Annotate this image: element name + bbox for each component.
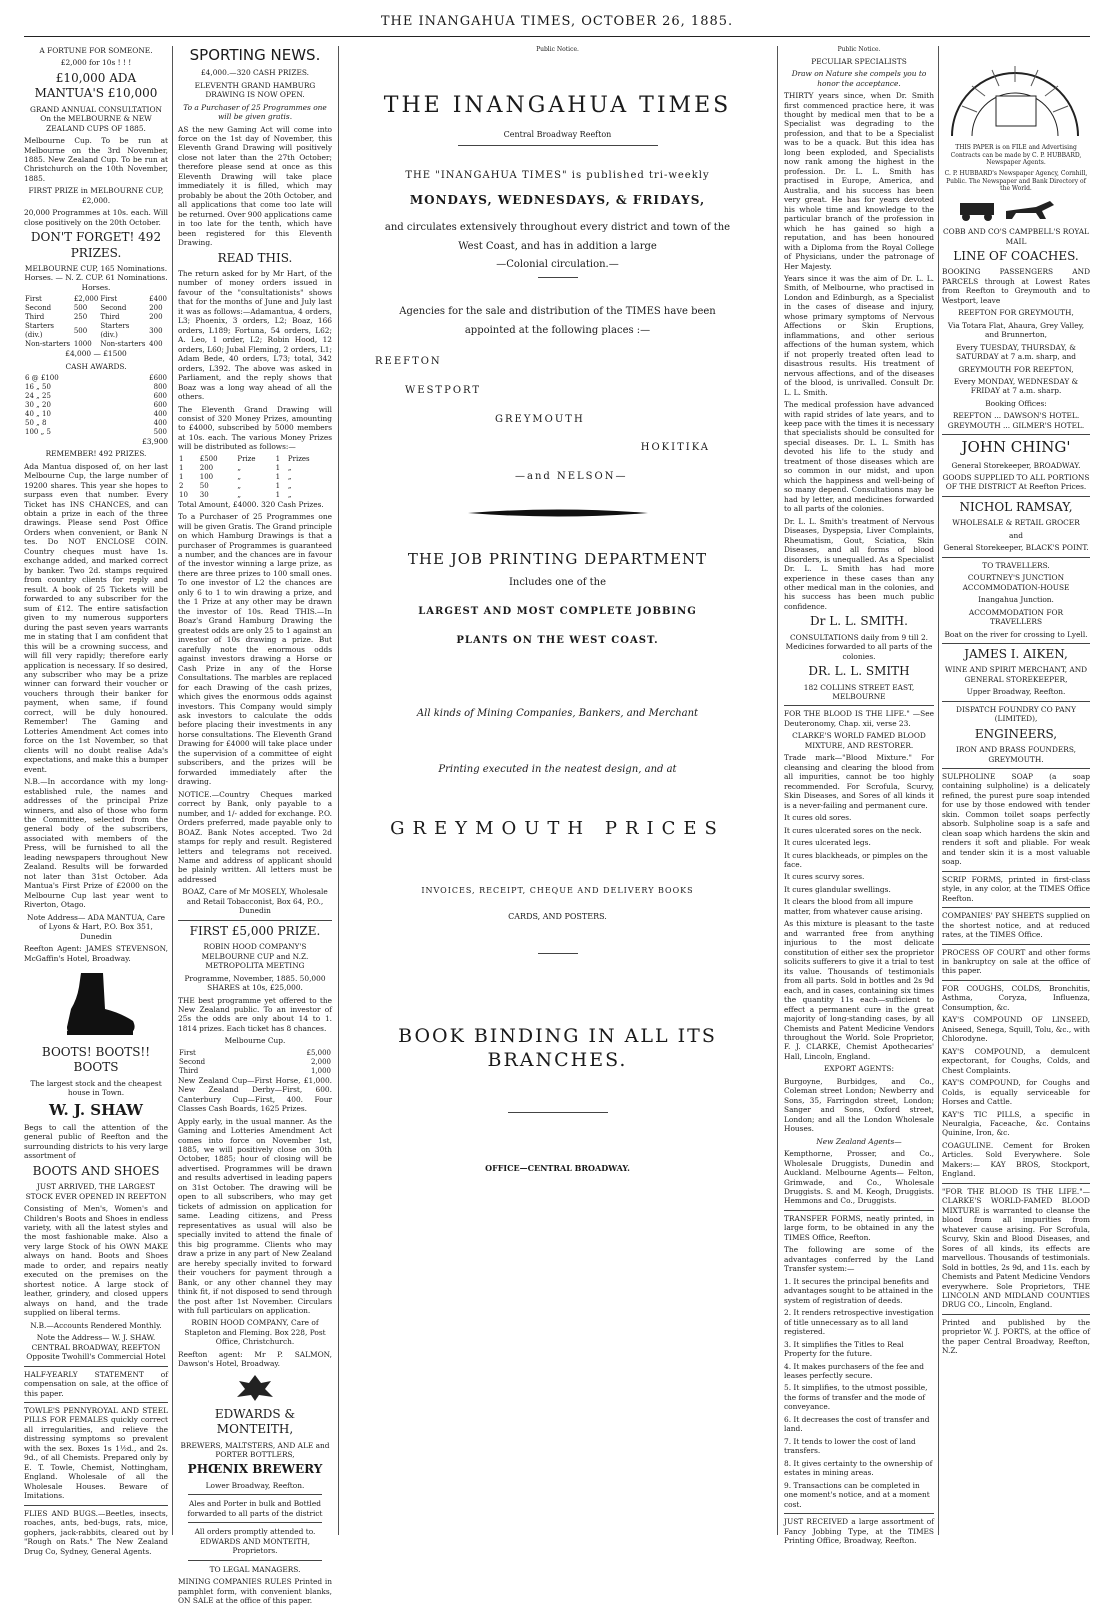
table-cell: „ (287, 490, 292, 499)
ada-body: Ada Mantua disposed of, on her last Melbourne Cup, the large number of 19200 shares. This year she hopes to surpass even that number. Every Ticket has INS CHANCES, and can obtain a prize in each of the three drawings. Please send Post Office Orders when convenient, or Bank N tes. Do NOT ENCLOSE COIN. Country cheques must have 1s. exchange added, and marked correct by banker. Two 2d. stamps required from country clients for reply and result. A book of 25 Tickets will be forwarded to any subscriber for the sum of £12. The entire satisfaction given to my numerous supporters during the past seven years warrants me in stating that I am confident that this will be a crowning success, and will fill very rapidly; therefore early application is necessary. If so desired, any subscriber who may be a prize winner can forward their voucher or vouchers through their banker for payment, when same, if found correct, will be duly honoured. Remember! The Gaming and Lotteries Amendment Act comes into force on the 1st November, so that clients will no doubt realise Ada's expectations, and make this a bumper event. (24, 461, 168, 774)
fortune-heading: A FORTUNE FOR SOMEONE. (39, 46, 153, 55)
legal-heading: TO LEGAL MANAGERS. (209, 1564, 301, 1574)
smith-address: 182 COLLINS STREET EAST, MELBOURNE (803, 682, 915, 701)
ching-name: JOHN CHING' (961, 438, 1071, 457)
table-cell: First (100, 295, 118, 304)
cash-awards-heading: CASH AWARDS. (65, 361, 127, 371)
circulation-text: and circulates extensively throughout every district and town of the West Coast, and has in addition a large (384, 222, 731, 253)
cash-prizes: £4,000.—320 CASH PRIZES. (200, 68, 310, 78)
ada-address: Note Address— ADA MANTUA, Care of Lyons & Hart, P.O. Box 351, Dunedin (27, 912, 165, 941)
coach-and-horses-icon (946, 197, 1086, 223)
aiken-body: WINE AND SPIRIT MERCHANT, AND GENERAL STOREKEEPER, (944, 665, 1088, 684)
divider (188, 1494, 322, 1495)
column-3 (345, 46, 770, 1535)
robin-sub: Programme, November, 1885. 50,000 SHARES at 10s, £25,000. (184, 973, 326, 993)
table-cell: 30 (199, 490, 209, 499)
column-5 (942, 46, 1090, 1535)
place-reefton: REEFTON (375, 356, 442, 368)
courtney-name: COURTNEY'S JUNCTION ACCOMMODATION-HOUSE (962, 573, 1070, 592)
table-cell: 1 (179, 463, 184, 472)
half-yearly-ad: HALF-YEARLY STATEMENT of compensation on sale, at the office of this paper. (24, 1369, 168, 1398)
boaz-body-1: AS the new Gaming Act will come into force on the 1st day of November, this Eleventh Grand Drawing will positively close not later than the 27th October; therefore please send at once as this Eleventh Drawing will take place immediately it is filled, which may probably be about the 20th October, and all applications that come too late will be returned. Over 900 applications came in too late for the tenth, which have been registered for this Eleventh Drawing. (178, 124, 332, 248)
table-cell: 10 (179, 490, 188, 499)
table-row (24, 322, 168, 340)
ramsay-body: WHOLESALE & RETAIL GROCER (952, 518, 1080, 528)
cure-item: It cures blackheads, or pimples on the face. (784, 850, 928, 870)
table-cell: First (179, 1048, 196, 1057)
engineers-text: ENGINEERS, (974, 726, 1058, 741)
specialists-heading: PECULIAR SPECIALISTS (811, 56, 907, 66)
table-cell: Second (25, 304, 52, 313)
table-cell: 2,000 (310, 1057, 331, 1066)
ching-body: GOODS SUPPLIED TO ALL PORTIONS OF THE DISTRICT At Reefton Prices. (942, 473, 1090, 492)
boots-heading: BOOTS! BOOTS!! BOOTS (41, 1045, 151, 1075)
cup-text: Melbourne Cup. To be run at Melbourne on the 3rd November, 1885. New Zealand Cup. To be run at Christchurch on the 10th November, 1885. (24, 136, 168, 183)
total-a: £4,000 — £1500 (65, 349, 127, 359)
mining-rules: MINING COMPANIES RULES Printed in pamphlet form, with convenient blanks, ON SALE at the office of this paper. (178, 1577, 332, 1605)
advantage-item: 3. It simplifies the Titles to Real Property for the future. (784, 1339, 904, 1359)
table-row (24, 340, 168, 349)
divider (188, 1522, 322, 1523)
days-text: Every TUESDAY, THURSDAY, & SATURDAY at 7 a.m. sharp, and (956, 342, 1076, 362)
blood-heading: FOR THE BLOOD IS THE LIFE." —See Deuteronomy, Chap. xii, verse 23. (784, 709, 934, 728)
table-row (24, 428, 168, 437)
column-divider (777, 46, 778, 1535)
cure-item: It cures glandular swellings. (784, 884, 891, 894)
table-row (24, 419, 168, 428)
advantage-item: 4. It makes purchasers of the fee and leases perfectly secure. (784, 1361, 924, 1380)
table-cell: £400 (149, 295, 167, 304)
table-cell: Third (25, 313, 45, 322)
nz-agents-body: Kempthorne, Prosser, and Co., Wholesale Druggists, Dunedin and Auckland. Melbourne Agents— Felton, Grimwade, and Co., Wholesale Druggists. S. and M. Keogh, Druggists. Hemmons and Co., Druggists. (784, 1149, 934, 1206)
table-row (24, 313, 168, 322)
blood-mixture-ad: "FOR THE BLOOD IS THE LIFE."— CLARKE'S WORLD-FAMED BLOOD MIXTURE is warranted to cleanse the blood from all impurities from whatever cause arising. For Scrofula, Scurvy, Skin and Blood Diseases, and Sores of all kinds, its effects are marvellous. Thousands of testimonials. Sold in bottles, 2s 9d, and 11s. each by Chemists and Patent Medicine Vendors everywhere. Sole Proprietors, THE LINCOLN AND MIDLAND COUNTIES DRUG CO., Lincoln, England. (942, 1186, 1090, 1310)
kays-ad-1: KAY'S COMPOUND OF LINSEED, Aniseed, Senega, Squill, Tolu, &c., with Chlorodyne. (942, 1015, 1090, 1044)
kays-ad-2: KAY'S COMPOUND, a demulcent expectorant, for Coughs, Colds, and Chest Complaints. (942, 1046, 1090, 1075)
ada-nb: N.B.—In accordance with my long-established rule, the names and addresses of the principal Prize winners, and also of those who form the Committee, selected from the general body of the subscribers, associated with members of the Press, will be furnished to all the leading newspapers throughout New Zealand. Results will be forwarded not later than 31st October. Ada Mantua's First Prize of £2000 on the Melbourne Cup last year went to Riverton, Otago. (24, 777, 168, 910)
export-body: Burgoyne, Burbidges, and Co., Coleman street London; Newberry and Sons, 35, Farringdon street, London; Sanger and Sons, Oxford street, London; and all the London Wholesale Houses. (784, 1076, 934, 1134)
process-ad: PROCESS OF COURT and other forms in bankruptcy on sale at the office of this paper. (942, 947, 1090, 976)
table-cell: Starters (div.) (100, 322, 130, 340)
cure-item: It cures ulcerated sores on the neck. (784, 825, 922, 835)
boaz-body-4: To a Purchaser of 25 Programmes one will be given Gratis. The Grand principle on which Hamburg Drawings is that a purchaser of Programmes is guaranteed a number, and the chances are in favour of the investor winning a large prize, as there are three prizes to 100 small ones. To one investor of L2 the chances are only 6 to 1 to win drawing a prize, and the 1 Prize at any other may be drawn the investor of 10s. Read THIS.—In Boaz's Grand Hamburg Drawing the greatest odds are only 25 to 1 against an investor of 10s drawing a prize. But carefully note the enormous odds against investors drawing a Horse or Cash Prize in any of the Horse Consultations. The marbles are replaced for each Drawing of the cash prizes, which gives the enormous odds against investors. This Company would simply ask investors to calculate the odds before placing their investments in any horse consultations. The Eleventh Grand Drawing for £4000 will take place under the supervision of a committee of eight subscribers, and the prizes will be forwarded immediately after the drawing. (178, 512, 332, 787)
ramsay-name: NICHOL RAMSAY, (959, 499, 1073, 514)
place-hokitika: HOKITIKA (640, 442, 710, 454)
just-arrived: JUST ARRIVED, THE LARGEST STOCK EVER OPENED IN REEFTON (25, 1182, 167, 1201)
colonial-text: —Colonial circulation.— (496, 259, 619, 271)
shaw-name: W. J. SHAW (48, 1100, 144, 1119)
boaz-address: BOAZ, Care of Mr MOSELY, Wholesale and Retail Tobacconist, Box 64, P.O., Dunedin (182, 887, 328, 916)
table-row (24, 374, 168, 383)
column-divider (938, 46, 939, 1535)
table-cell: „ (287, 472, 292, 481)
smith-consult: CONSULTATIONS daily from 9 till 2. Medicines forwarded to all parts of the colonies. (785, 632, 933, 661)
ada-heading: £10,000 ADA MANTUA'S £10,000 (34, 70, 158, 101)
table-cell: £600 (149, 374, 167, 383)
towle-ad: TOWLE'S PENNYROYAL AND STEEL PILLS FOR FEMALES quickly correct all irregularities, and relieve the distressing symptoms so prevalent with the sex. Boxes 1s 1½d., and 2s. 9d., of all Chemists. Prepared only by E. T. Towle, Chemist, Nottingham, England. Wholesale of all the Wholesale Houses. Beware of Imitations. (24, 1405, 168, 1501)
first-5000: FIRST £5,000 PRIZE. (189, 923, 321, 938)
ching-sub: General Storekeeper, BROADWAY. (951, 460, 1081, 470)
robin-address: ROBIN HOOD COMPANY, Care of Stapleton and Fleming. Box 228, Post Office, Christchurch. (184, 1318, 326, 1347)
flies-ad: FLIES AND BUGS.—Beetles, insects, roaches, ants, bed-bugs, rats, mice, gophers, jack-rabbits, cleared out by "Rough on Rats." The New Zealand Drug Co, Sydney, General Agents. (24, 1508, 168, 1556)
public-notice-label: Public Notice. (536, 46, 579, 53)
table-cell: 16 „ 50 (25, 383, 51, 392)
junction-text: Inangahua Junction. (978, 595, 1054, 605)
table-row (178, 1067, 332, 1076)
table-cell: Prizes (287, 454, 310, 463)
offices-list: REEFTON ... DAWSON'S HOTEL. GREYMOUTH ... GILMER'S HOTEL. (947, 411, 1085, 430)
table-cell: 400 (153, 418, 167, 427)
export-heading: EXPORT AGENTS: (824, 1064, 894, 1074)
edwards-heading: EDWARDS & MONTEITH, (214, 1406, 296, 1437)
greymouth-for-reefton: GREYMOUTH FOR REEFTON, (958, 364, 1074, 374)
boaz-prize-table (178, 455, 332, 500)
table-cell: 200 (149, 313, 163, 322)
table-row (178, 1049, 332, 1058)
hubbard-text: C. P. HUBBARD's Newspaper Agency, Cornhill, Public. The Newspaper and Bank Directory of the World. (944, 170, 1088, 193)
cure-item: It clears the blood from all impure matter, from whatever cause arising. (784, 897, 923, 916)
days-text-2: Every MONDAY, WEDNESDAY & FRIDAY at 7 a.m. sharp. (953, 377, 1079, 396)
robin-body-2: Apply early, in the usual manner. As the Gaming and Lotteries Amendment Act comes into force on November 1st, 1885, we will positively close on 30th October, 1885; hour of closing will be advertised. Programmes will be drawn and results advertised in leading papers on 31st October. The drawing will be open to all subscribers, who may get tickets of admission on application for same. Leading citizens, and Press representatives as usual will also be specially invited to attend the finale of this big programme. Clients who may draw a prize in any part of New Zealand are hereby specially invited to forward their vouchers for payment through a Bank, or any other channel they may think fit, if not disposed to send through the post after 1st November. Circulars with full particulars on application. (178, 1116, 332, 1315)
ramsay-sub: General Storekeeper, BLACK'S POINT. (943, 543, 1089, 553)
mining-companies-text: All kinds of Mining Companies, Bankers, and Merchant (416, 707, 699, 719)
public-notice-label: Public Notice. (837, 46, 881, 53)
table-cell: 1,000 (310, 1066, 331, 1075)
table-cell: Third (100, 313, 120, 322)
table-row (178, 473, 332, 482)
shaw-address: Note the Address— W. J. SHAW. CENTRAL BROADWAY, REEFTON Opposite Twohill's Commercial Hotel (26, 1333, 166, 1362)
prize-table (24, 295, 168, 349)
table-cell: 6 @ £100 (25, 374, 59, 383)
table-cell: 200 (199, 463, 214, 472)
lower-broadway: Lower Broadway, Reefton. (205, 1480, 305, 1490)
newspaper-agency-badge-icon (942, 46, 1088, 144)
remember-heading: REMEMBER! 492 PRIZES. (45, 449, 147, 459)
agencies-text: Agencies for the sale and distribution of the TIMES have been appointed at the following places :— (399, 306, 716, 337)
robin-agent: Reefton agent: Mr P. SALMON, Dawson's Hotel, Broadway. (178, 1349, 332, 1369)
table-row (178, 455, 332, 464)
table-cell: 400 (149, 340, 163, 349)
table-cell: 100 „ 5 (25, 427, 51, 436)
boaz-notice: NOTICE.—Country Cheques marked correct by Bank, only payable to a number, and 1/- added for exchange. P.O. Orders preferred, made payable only to BOAZ. Bank Notes accepted. Two 2d stamps for reply and result. Registered letters and telegrams not received. Name and address of applicant should be plainly written. All letters must be addressed (178, 789, 332, 884)
largest-text: LARGEST AND MOST COMPLETE JOBBING (418, 605, 697, 617)
programmes-text: 20,000 Programmes at 10s. each. Will close positively on the 20th October. (24, 208, 168, 227)
table-cell: Second (179, 1057, 206, 1066)
boaz-body-2: The return asked for by Mr Hart, of the number of money orders issued in favour of the "consultationists" shows that for the months of June and July last it was as follows:—Adamantua, 4 orders, L3; Phoenix, 3 orders, L2; Boaz, 166 orders, L189; Fortuna, 54 orders, L62; A. Leo, 1 order, L2; Robin Hood, 12 orders, L60; Jubal Fleming, 2 orders, L1; Adam Bede, 40 orders, L73; total, 342 orders, L392. The above was asked in Parliament, and the reply shows that Boaz was a long way ahead of all the others. (178, 268, 332, 402)
sulpholine-ad: SULPHOLINE SOAP (a soap containing sulpholine) is a delicately refined, the purest pure soap intended for use by those endowed with tender skin. Common toilet soaps perfectly absorb. Sulpholine soap is a safe and clean soap which hardens the skin and renders it soft and pliable. For weak and tender skin it is a most valuable soap. (942, 772, 1090, 867)
table-row (24, 304, 168, 313)
scrip-ad: SCRIP FORMS, printed in first-class style, in any color, at the TIMES Office Reefton. (942, 874, 1090, 903)
nzcup: New Zealand Cup—First Horse, £1,000. New Zealand Derby—First, 600. Canterbury Cup—First, 400. Four Classes Cash Boards, 1625 Prizes. (178, 1075, 332, 1114)
advantage-item: 8. It gives certainty to the ownership of estates in mining areas. (784, 1458, 933, 1478)
table-cell: 2 (179, 481, 184, 490)
boaz-total: Total Amount, £4000. 320 Cash Prizes. (178, 499, 324, 509)
book-binding: BOOK BINDING IN ALL ITS BRANCHES. (398, 1024, 717, 1071)
advantage-item: 2. It renders retrospective investigation of title unnecessary as to all land registered. (784, 1308, 934, 1337)
table-row (24, 392, 168, 401)
table-cell: 30 „ 20 (25, 400, 51, 409)
table-cell: „ (287, 463, 292, 472)
table-cell: 50 (199, 481, 209, 490)
advantage-item: 7. It tends to lower the cost of land transfers. (784, 1436, 916, 1456)
clarke-heading: CLARKE'S WORLD FAMED BLOOD MIXTURE, AND RESTORER. (792, 731, 926, 750)
masthead-rule (24, 36, 1090, 37)
divider (458, 145, 658, 146)
clarke-body: Trade mark—"Blood Mixture." For cleansing and clearing the blood from all impurities, cannot be too highly recommended. For Scrofula, Scurvy, Skin Diseases, and Sores of all kinds it is a never-failing and permanent cure. (784, 753, 934, 810)
total-b: £3,900 (142, 436, 168, 446)
divider (538, 277, 578, 278)
table-cell: Non-starters (100, 340, 146, 349)
dont-forget: DON'T FORGET! 492 PRIZES. (30, 230, 162, 260)
table-cell: 400 (153, 409, 167, 418)
shaw-consisting: Consisting of Men's, Women's and Children's Boots and Shoes in endless variety, with all the latest styles and the most fashionable make. Also a very large Stock of his OWN MAKE always on hand. Boots and Shoes made to order, and repairs neatly executed on the premises on the shortest notice. A large stock of leather, grindery, and closed uppers always on hand, and the trade supplied on liberal terms. (24, 1204, 168, 1318)
advantage-item: 6. It decreases the cost of transfer and land. (784, 1414, 930, 1434)
table-row (178, 464, 332, 473)
table-cell: 600 (153, 400, 167, 409)
mcup-heading: Melbourne Cup. (224, 1036, 286, 1046)
mcup-table (178, 1049, 332, 1076)
cobb-heading: COBB AND CO'S CAMPBELL'S ROYAL MAIL (943, 227, 1089, 246)
smith-name: Dr L. L. SMITH. (810, 614, 908, 629)
table-row (24, 410, 168, 419)
table-cell: 1000 (73, 340, 92, 349)
orders-text: All orders promptly attended to. EDWARDS AND MONTEITH, Proprietors. (194, 1527, 316, 1556)
table-cell: 600 (153, 391, 167, 400)
companies-ad: COMPANIES' PAY SHEETS supplied on the shortest notice, and at reduced rates, at the TIMES Office. (942, 911, 1090, 940)
boots-shoes-heading: BOOTS AND SHOES (32, 1163, 160, 1178)
table-cell: 1 (275, 463, 281, 472)
coaguline-ad: COAGULINE. Cement for Broken Articles. Sold Everywhere. Sole Makers:— KAY BROS, Stockport, England. (942, 1140, 1090, 1179)
paper-address: Central Broadway Reefton (503, 129, 612, 139)
smith-body-3: The medical profession have advanced with rapid strides of late years, and to keep pace with the times it is necessary that specialists should be consulted for special diseases. Dr. L. L. Smith has devoted his life to the study and treatment of those diseases which are so common in our midst, and upon which the happiness and well-being of so many depend. Consultations may be had by letter, and medicines forwarded to all parts of the colonies. (784, 400, 934, 514)
table-cell: 500 (73, 326, 88, 335)
table-cell: 1 (179, 472, 184, 481)
table-cell: 50 „ 8 (25, 418, 47, 427)
read-this: READ THIS. (217, 250, 293, 265)
table-cell: £500 (199, 454, 218, 463)
sporting-heading: SPORTING NEWS. (189, 46, 321, 64)
advantage-item: 5. It simplifies, to the utmost possible, the forms of transfer and the mode of conveyance. (784, 1383, 928, 1412)
table-cell: £5,000 (306, 1048, 331, 1057)
boaz-body-3: The Eleventh Grand Drawing will consist of 320 Money Prizes, amounting to £4000, subscribed by 5000 members at 10s. each. The various Money Prizes will be distributed as follows:— (178, 404, 332, 452)
boat-text: Boat on the river for crossing to Lyell. (944, 629, 1088, 639)
ornamental-rule-icon (468, 506, 648, 520)
coughs-ad: FOR COUGHS, COLDS, Bronchitis, Asthma, Coryza, Influenza, Consumption, &c. (942, 983, 1090, 1012)
advantage-item: 1. It secures the principal benefits and advantages sought to be attained in the system of registration of deeds. (784, 1276, 934, 1305)
cure-item: It cures old sores. (784, 813, 852, 823)
table-cell: Non-starters (25, 340, 71, 349)
travellers-heading: TO TRAVELLERS. (982, 560, 1050, 570)
specialists-motto: Draw on Nature she compels you to honor the acceptance. (791, 69, 927, 88)
consultation-heading: GRAND ANNUAL CONSULTATION On the MELBOURNE & NEW ZEALAND CUPS OF 1885. (29, 104, 163, 133)
table-cell: 100 (199, 472, 214, 481)
table-cell: Prize (237, 454, 256, 463)
divider (508, 1112, 608, 1113)
table-cell: 500 (153, 427, 167, 436)
divider (188, 1560, 322, 1561)
table-cell: 1 (275, 481, 281, 490)
table-cell: Third (179, 1066, 199, 1075)
table-cell: Starters (div.) (25, 322, 55, 340)
table-cell: „ (237, 481, 242, 490)
advantage-item: 9. Transactions can be completed in one moment's notice, and at a moment cost. (784, 1480, 930, 1509)
smith-body-4: Dr. L. L. Smith's treatment of Nervous Diseases, Dyspepsia, Liver Complaints, Rheumatism, Gout, Sciatica, Skin Diseases, and all forms of blood disorders, is unequalled. As a Specialist Dr. L. L. Smith has had more experience in these cases than any other medical man in the colonies, and his success has been much public confidence. (784, 516, 934, 611)
eleventh-heading: ELEVENTH GRAND HAMBURG DRAWING IS NOW OPEN. (194, 80, 316, 100)
prize-table-head: MELBOURNE CUP, 165 Nominations. Horses. — N. Z. CUP. 61 Nominations. Horses. (24, 264, 168, 292)
phoenix-brewery: PHŒNIX BREWERY (187, 1462, 323, 1477)
table-cell: 300 (149, 326, 163, 335)
shaw-nb: N.B.—Accounts Rendered Monthly. (30, 1320, 162, 1330)
first-prize: FIRST PRIZE in MELBOURNE CUP, £2,000. (28, 186, 164, 205)
fortune-sub: £2,000 for 10s ! ! ! (60, 58, 132, 68)
place-nelson: —and NELSON— (515, 471, 628, 483)
purchaser-note: To a Purchaser of 25 Programmes one will be given gratis. (183, 102, 327, 122)
invoices-text: INVOICES, RECEIPT, CHEQUE AND DELIVERY BOOKS (421, 886, 694, 896)
nz-agents-heading: New Zealand Agents— (816, 1136, 902, 1146)
table-row (178, 491, 332, 500)
cash-table (24, 374, 168, 437)
table-cell: 200 (149, 304, 163, 313)
table-cell: £2,000 (73, 295, 99, 304)
table-row (178, 482, 332, 491)
edwards-body: BREWERS, MALTSTERS, AND ALE and PORTER BOTTLERS, (180, 1440, 330, 1459)
masthead: THE INANGAHUA TIMES, OCTOBER 26, 1885. (380, 14, 734, 29)
ramsay-and: and (1009, 530, 1023, 540)
cards-text: CARDS, AND POSTERS. (508, 912, 607, 922)
badge-text: THIS PAPER is on FILE and Advertising Contracts can be made by C. P. HUBBARD, Newspaper Agents. (950, 144, 1082, 167)
aiken-address: Upper Broadway, Reefton. (966, 687, 1066, 697)
column-2 (178, 46, 332, 1605)
accommodation-text: ACCOMMODATION FOR TRAVELLERS (968, 607, 1064, 627)
table-cell: Second (100, 304, 127, 313)
table-cell: 250 (73, 313, 88, 322)
column-4 (784, 46, 934, 1546)
robin-heading: ROBIN HOOD COMPANY'S MELBOURNE CUP and N.Z. METROPOLITA MEETING (201, 942, 309, 971)
table-row (24, 383, 168, 392)
iron-text: IRON AND BRASS FOUNDERS, GREYMOUTH. (955, 745, 1077, 764)
dispatch-name: DISPATCH FOUNDRY CO PANY (LIMITED), (956, 704, 1076, 724)
booking-text: BOOKING PASSENGERS AND PARCELS through at Lowest Rates from Reefton to Greymouth and to Westport, leave (942, 267, 1090, 305)
table-cell: 1 (179, 454, 184, 463)
just-received: JUST RECEIVED a large assortment of Fancy Jobbing Type, at the TIMES Printing Office, Broadway, Reefton. (784, 1517, 934, 1546)
table-cell: 24 „ 25 (25, 391, 51, 400)
smith-name-2: DR. L. L. SMITH (808, 664, 910, 679)
table-row (24, 295, 168, 304)
table-cell: 800 (153, 383, 167, 392)
table-cell: 1 (275, 490, 281, 499)
transfer-forms: TRANSFER FORMS, neatly printed, in large form, to be obtained in any the TIMES Office, Reefton. (784, 1213, 934, 1242)
place-westport: WESTPORT (405, 384, 482, 396)
boot-icon (51, 969, 141, 1039)
shaw-body: Begs to call the attention of the general public of Reefton and the surrounding districts to his very large assortment of (24, 1122, 168, 1161)
publication-days: MONDAYS, WEDNESDAYS, & FRIDAYS, (409, 192, 706, 207)
table-cell: „ (237, 490, 242, 499)
aiken-name: JAMES I. AIKEN, (964, 647, 1068, 661)
place-greymouth: GREYMOUTH (495, 413, 585, 425)
line-of-coaches: LINE OF COACHES. (953, 248, 1079, 263)
booking-offices: Booking Offices: (985, 398, 1047, 408)
table-cell: 500 (73, 304, 88, 313)
plants-text: PLANTS ON THE WEST COAST. (456, 634, 659, 646)
table-row (24, 401, 168, 410)
column-divider (172, 46, 173, 1535)
column-1 (24, 46, 168, 1556)
clarke-body-2: As this mixture is pleasant to the taste and warranted free from anything injurious to the most delicate constitution of either sex the proprietor solicits sufferers to give it a trial to test its value. Thousands of testimonials from all parts. Sold in bottles and 2s 9d each, and in cases, containing six times the quantity 11s each—sufficient to effect a permanent cure in the great majority of long-standing cases, by all Chemists and Patent Medicine Vendors throughout the World. Sole Proprietor, F. J. CLARKE, Chemist Apothecaries' Hall, Lincoln, England. (784, 919, 934, 1061)
table-cell: 1 (275, 472, 281, 481)
greymouth-prices: GREYMOUTH PRICES (390, 818, 725, 840)
table-cell: 1 (275, 454, 281, 463)
via-text: Via Totara Flat, Ahaura, Grey Valley, and Brunnerton, (947, 320, 1085, 340)
crest-icon (235, 1373, 275, 1403)
includes-text: Includes one of the (508, 577, 607, 589)
robin-body: THE best programme yet offered to the New Zealand public. To an investor of 25s the odds are only about 14 to 1. 1814 prizes. Each ticket has 8 chances. (178, 995, 332, 1033)
printing-text: Printing executed in the neatest design, and at (438, 764, 677, 776)
job-printing-heading: THE JOB PRINTING DEPARTMENT (407, 550, 708, 568)
ada-agent: Reefton Agent: JAMES STEVENSON, McGaffin's Hotel, Broadway. (24, 944, 168, 963)
kays-ad-3: KAY'S COMPOUND, for Coughs and Colds, is equally serviceable for Horses and Cattle. (942, 1078, 1090, 1107)
smith-body-1: THIRTY years since, when Dr. Smith first commenced practice here, it was thought by medical men that to be a Specialist was degrading to the profession, and that to be a Specialist was to be a quack. But this idea has long been exploded, and Specialists now rank among the highest in the profession. Dr. L. L. Smith has practised in Europe, America, and Australia, and his success has been very great. He has for years devoted his whole time and knowledge to the particular branch of the profession in which he has gained so high a reputation, and has been honoured with a Diploma from the Royal College of Physicians, under the patronage of Her Majesty. (784, 91, 934, 271)
boots-sub: The largest stock and the cheapest house in Town. (30, 1078, 162, 1098)
column-divider (338, 46, 339, 1535)
table-cell: 40 „ 10 (25, 409, 51, 418)
kays-ad-4: KAY'S TIC PILLS, a specific in Neuralgia, Faceache, &c. Contains Quinine, Iron, &c. (942, 1109, 1090, 1138)
published-line: THE "INANGAHUA TIMES" is published tri-weekly (405, 170, 710, 182)
reefton-for-greymouth: REEFTON FOR GREYMOUTH, (958, 308, 1074, 318)
table-cell: „ (237, 472, 242, 481)
advantages-intro: The following are some of the advantages conferred by the Land Transfer system:— (784, 1245, 934, 1274)
smith-body-2: Years since it was the aim of Dr. L. L. Smith, of Melbourne, who practised in London and Edinburgh, as a Specialist in the cases of disease and injury, whose primary symptoms of Nervous Affections or Skin Eruptions, inflammations, and other serious affections of the human system, which if not properly treated often lead to disastrous results. His treatment of nervous affections, and of the diseases of the blood, is unrivalled. Consult Dr. L. L. Smith. (784, 273, 934, 397)
table-cell: First (25, 295, 42, 304)
cure-item: It cures scurvy sores. (784, 872, 865, 882)
table-cell: „ (287, 481, 292, 490)
divider (538, 953, 578, 954)
table-row (178, 1058, 332, 1067)
cure-item: It cures ulcerated legs. (784, 838, 871, 848)
office-line: OFFICE—CENTRAL BROADWAY. (485, 1163, 630, 1174)
imprint: Printed and published by the proprietor W. J. PORTS, at the office of the paper Central Broadway, Reefton, N.Z. (942, 1317, 1090, 1356)
paper-title: THE INANGAHUA TIMES (383, 92, 732, 118)
table-cell: „ (237, 463, 242, 472)
ales-text: Ales and Porter in bulk and Bottled forwarded to all parts of the district (187, 1499, 323, 1518)
